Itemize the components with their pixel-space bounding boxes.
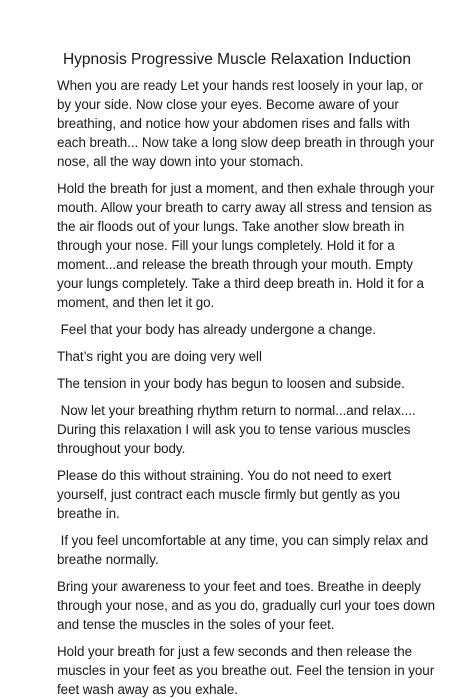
paragraph: Bring your awareness to your feet and toes. Breathe in deeply through your nose, and as you do, gradually curl your toes down and tense the muscles in the soles of your feet. [57, 579, 439, 632]
paragraph: That’s right you are doing very well [57, 349, 262, 364]
paragraph: Hold the breath for just a moment, and then exhale through your mouth. Allow your breath to carry away all stress and tension as the air floods out of your lungs. Take another slow breath in through your nose. Fill your lungs completely. Hold it for a moment...and release the breath through your mouth. Empty your lungs completely. Take a third deep breath in. Hold it for a moment, and then let it go. [57, 181, 438, 310]
document-title: Hypnosis Progressive Muscle Relaxation Induction [62, 51, 412, 68]
paragraph: When you are ready Let your hands rest loosely in your lap, or by your side. Now close your eyes. Become aware of your breathing, and notice how your abdomen rises and falls with each breath... Now take a long slow deep breath in through your nose, all the way down into your stomach. [57, 78, 438, 169]
paragraph: If you feel uncomfortable at any time, you can simply relax and breathe normally. [57, 533, 432, 567]
paragraph: Hold your breath for just a few seconds and then release the muscles in your feet as you breathe out. Feel the tension in your feet wash away as you exhale. [57, 644, 438, 697]
paragraph: Please do this without straining. You do not need to exert yourself, just contract each muscle firmly but gently as you breathe in. [57, 468, 404, 521]
paragraph: The tension in your body has begun to loosen and subside. [57, 376, 405, 391]
document-body [57, 76, 440, 699]
paragraph: Feel that your body has already undergone a change. [57, 322, 376, 337]
paragraph: Now let your breathing rhythm return to normal...and relax.... During this relaxation I will ask you to tense various muscles throughout your body. [57, 403, 420, 456]
